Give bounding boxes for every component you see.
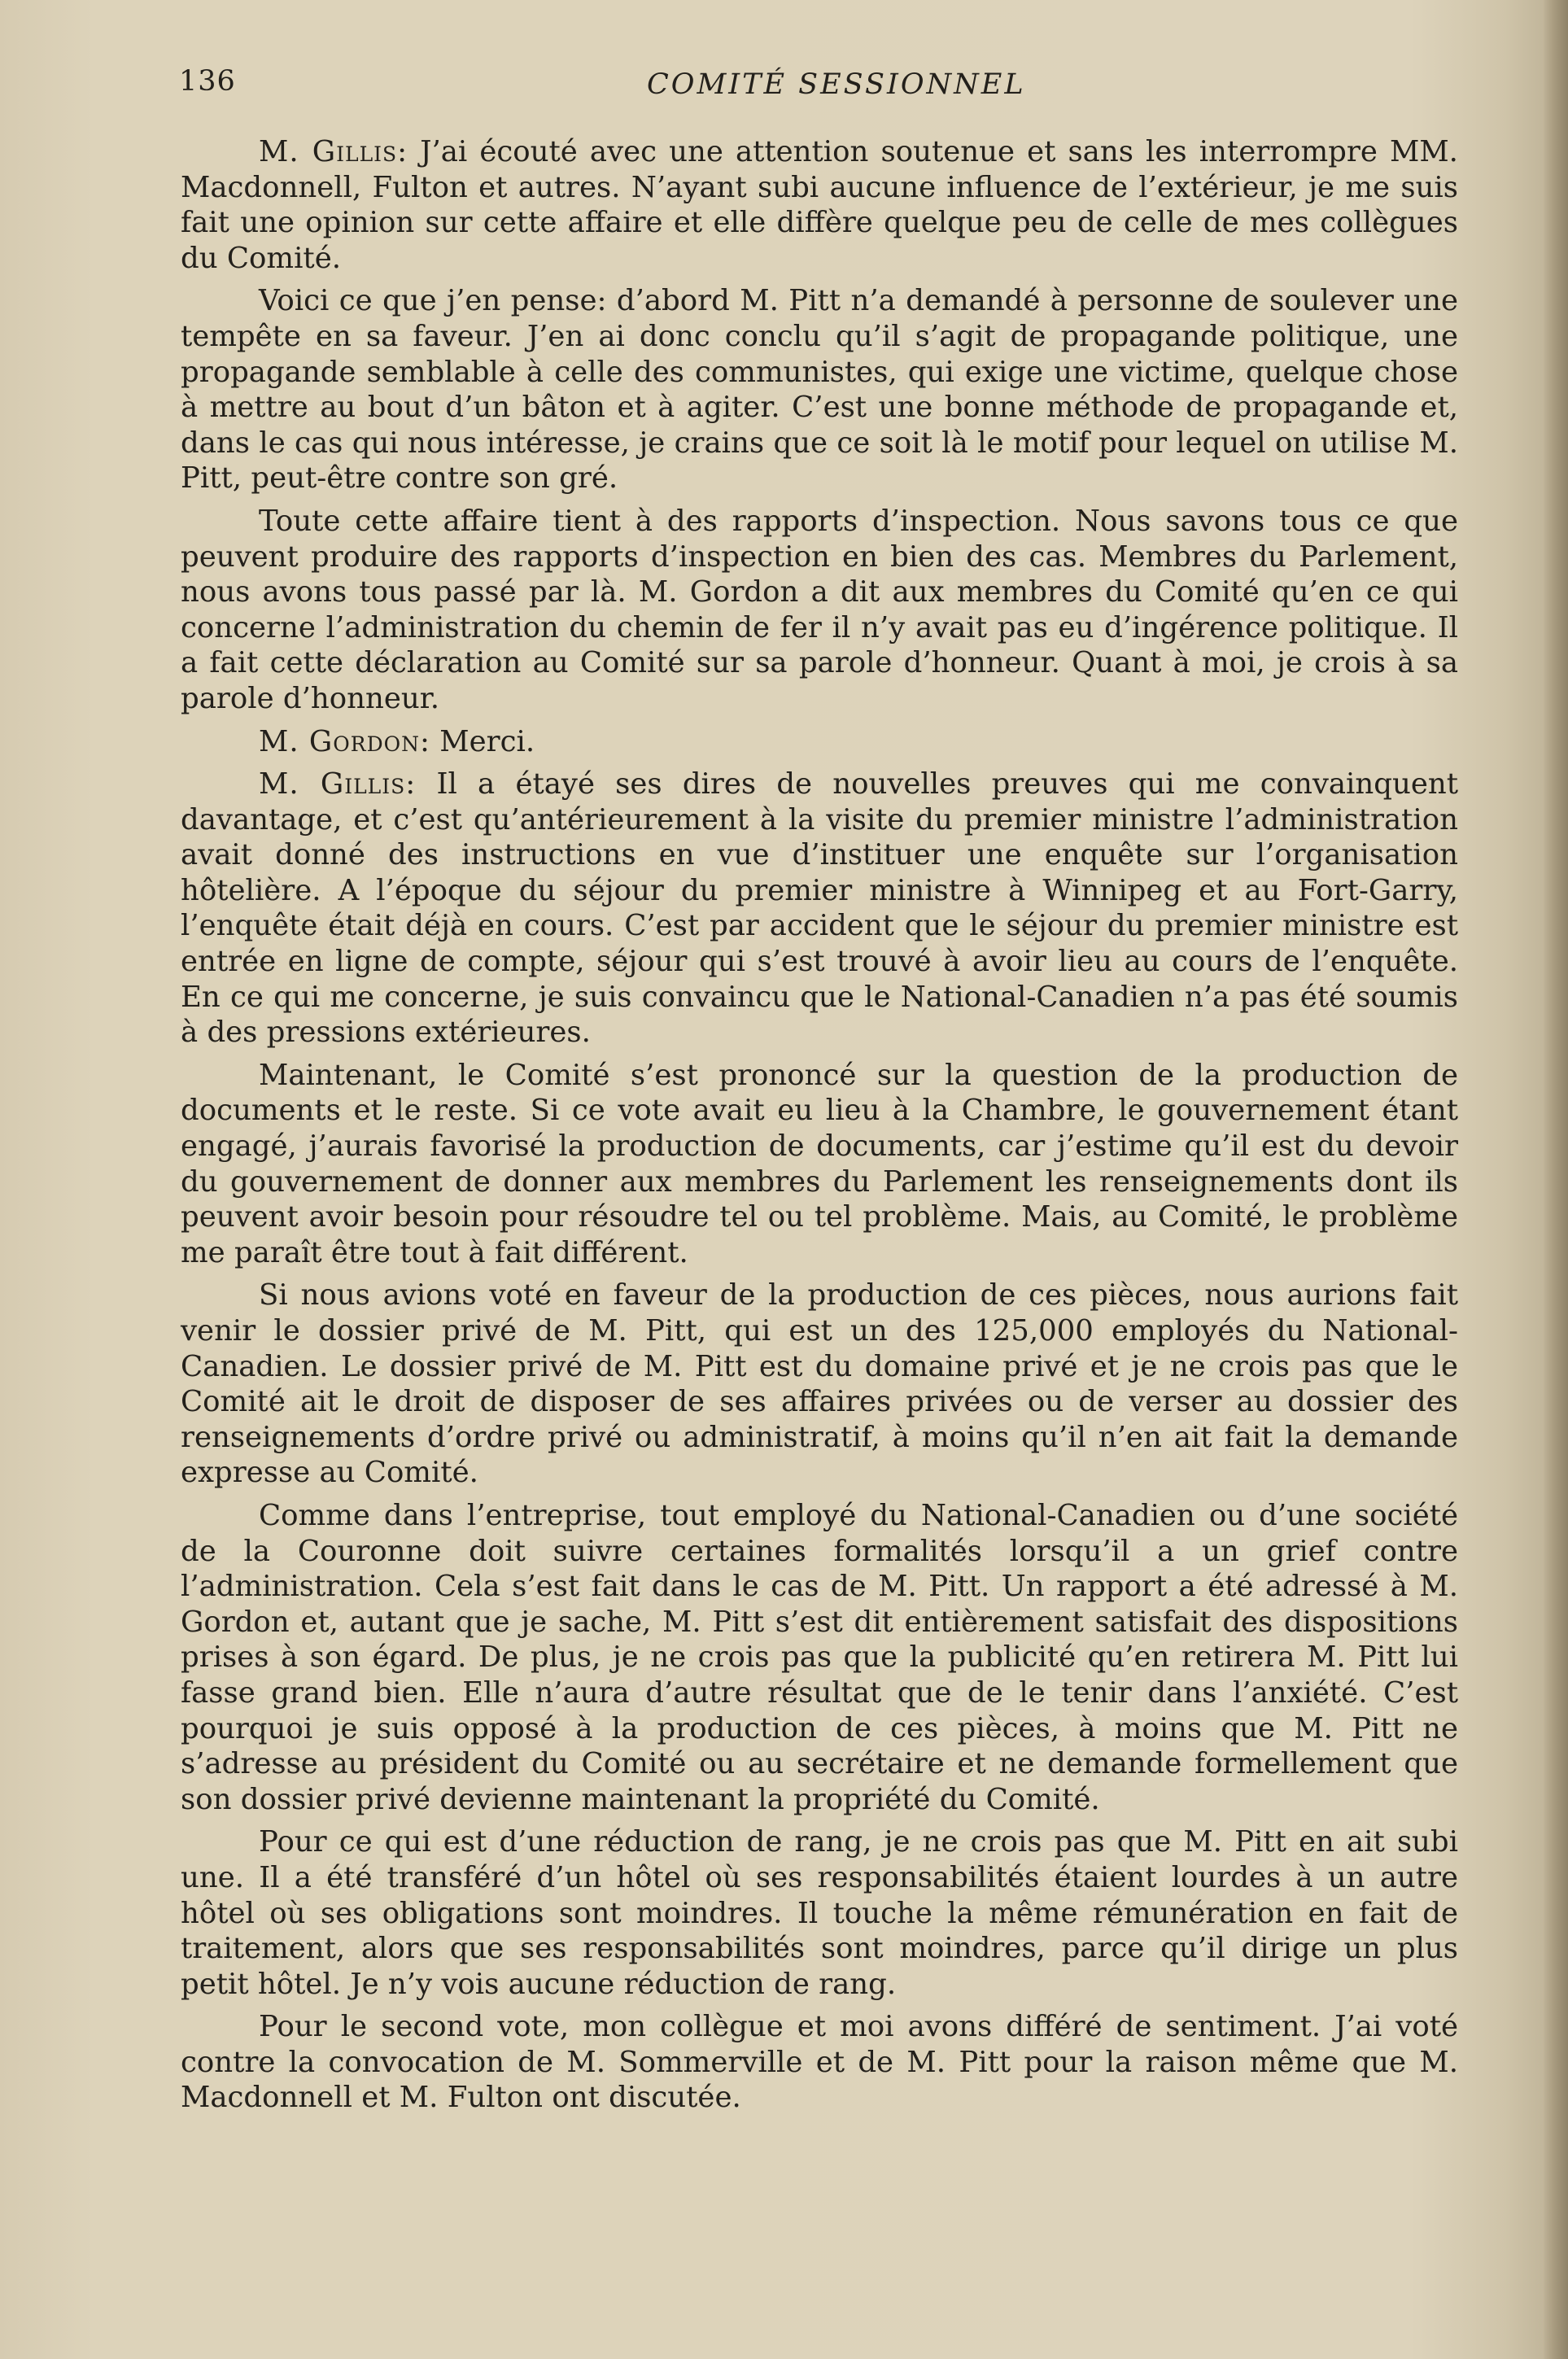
- paragraph: [181, 2009, 1458, 2116]
- paragraph: [181, 283, 1458, 496]
- paragraph: [181, 504, 1458, 717]
- speaker-name: M. Gillis:: [259, 767, 417, 802]
- paragraph-text: Il a étayé ses dires de nouvelles preuves qui me convainquent davantage, et c’est qu’antérieurement à la visite du premier ministre l’administration avait donné des instructions en vue d’instituer une enquête sur l’organisation hôtelière. A l’époque du séjour du premier ministre à Winnipeg et au Fort-Garry, l’enquête était déjà en cours. C’est par accident que le séjour du premier ministre est entrée en ligne de compte, séjour qui s’est trouvé à avoir lieu au cours de l’enquête. En ce qui me concerne, je suis convaincu que le National-Canadien n’a pas été soumis à des pressions extérieures.: [181, 767, 1458, 1050]
- page-header: [179, 65, 1473, 114]
- paragraph-text: Pour le second vote, mon collègue et moi avons différé de sentiment. J’ai voté contre la convocation de M. Sommerville et de M. Pitt pour la raison même que M. Macdonnell et M. Fulton ont discutée.: [181, 2010, 1458, 2115]
- paragraph: [181, 1824, 1458, 2002]
- paragraph: [181, 1058, 1458, 1271]
- paragraph: [181, 1498, 1458, 1817]
- speaker-name: M. Gillis:: [259, 135, 408, 168]
- paragraph: [181, 1278, 1458, 1491]
- paragraph-text: Merci.: [439, 724, 535, 758]
- paragraph-text: J’ai écouté avec une attention soutenue et sans les interrompre MM. Macdonnell, Fulton et autres. N’ayant subi aucune influence de l’extérieur, je me suis fait une opinion sur cette affaire et elle diffère quelque peu de celle de mes collègues du Comité.: [181, 135, 1458, 275]
- paragraph-text: Pour ce qui est d’une réduction de rang, je ne crois pas que M. Pitt en ait subi une. Il a été transféré d’un hôtel où ses responsabilités étaient lourdes à un autre hôtel où ses obligations sont moindres. Il touche la même rémunération en fait de traitement, alors que ses responsabilités sont moindres, parce qu’il dirige un plus petit hôtel. Je n’y vois aucune réduction de rang.: [181, 1825, 1458, 2001]
- paragraph-text: Voici ce que j’en pense: d’abord M. Pitt n’a demandé à personne de soulever une tempête en sa faveur. J’en ai donc conclu qu’il s’agit de propagande politique, une propagande semblable à celle des communistes, qui exige une victime, quelque chose à mettre au bout d’un bâton et à agiter. C’est une bonne méthode de propagande et, dans le cas qui nous intéresse, je crains que ce soit là le motif pour lequel on utilise M. Pitt, peut-être contre son gré.: [181, 284, 1458, 496]
- paragraph-text: Maintenant, le Comité s’est prononcé sur la question de la production de documents et le reste. Si ce vote avait eu lieu à la Chambre, le gouvernement étant engagé, j’aurais favorisé la production de documents, car j’estime qu’il est du devoir du gouvernement de donner aux membres du Parlement les renseignements dont ils peuvent avoir besoin pour résoudre tel ou tel problème. Mais, au Comité, le problème me paraît être tout à fait différent.: [181, 1058, 1458, 1269]
- paragraph-text: Comme dans l’entreprise, tout employé du National-Canadien ou d’une société de la Couronne doit suivre certaines formalités lorsqu’il a un grief contre l’administration. Cela s’est fait dans le cas de M. Pitt. Un rapport a été adressé à M. Gordon et, autant que je sache, M. Pitt s’est dit entièrement satisfait des dispositions prises à son égard. De plus, je ne crois pas que la publicité qu’en retirera M. Pitt lui fasse grand bien. Elle n’aura d’autre résultat que de le tenir dans l’anxiété. C’est pourquoi je suis opposé à la production de ces pièces, à moins que M. Pitt ne s’adresse au président du Comité ou au secrétaire et ne demande formellement que son dossier privé devienne maintenant la propriété du Comité.: [181, 1498, 1458, 1816]
- paragraph: [181, 724, 1458, 760]
- page-number: 136: [179, 65, 236, 98]
- paragraph: [181, 134, 1458, 276]
- speaker-name: M. Gordon:: [259, 724, 430, 758]
- paragraph-text: Toute cette affaire tient à des rapports d’inspection. Nous savons tous ce que peuvent produire des rapports d’inspection en bien des cas. Membres du Parlement, nous avons tous passé par là. M. Gordon a dit aux membres du Comité qu’en ce qui concerne l’administration du chemin de fer il n’y avait pas eu d’ingérence politique. Il a fait cette déclaration au Comité sur sa parole d’honneur. Quant à moi, je crois à sa parole d’honneur.: [181, 504, 1458, 715]
- running-title: COMITÉ SESSIONNEL: [647, 68, 1026, 101]
- binding-gutter: [1544, 0, 1568, 2359]
- body-text: [181, 134, 1458, 2123]
- paragraph: [181, 767, 1458, 1051]
- paragraph-text: Si nous avions voté en faveur de la production de ces pièces, nous aurions fait venir le dossier privé de M. Pitt, qui est un des 125,000 employés du National-Canadien. Le dossier privé de M. Pitt est du domaine privé et je ne crois pas que le Comité ait le droit de disposer de ses affaires privées ou de verser au dossier des renseignements d’ordre privé ou administratif, à moins qu’il n’en ait fait la demande expresse au Comité.: [181, 1278, 1458, 1490]
